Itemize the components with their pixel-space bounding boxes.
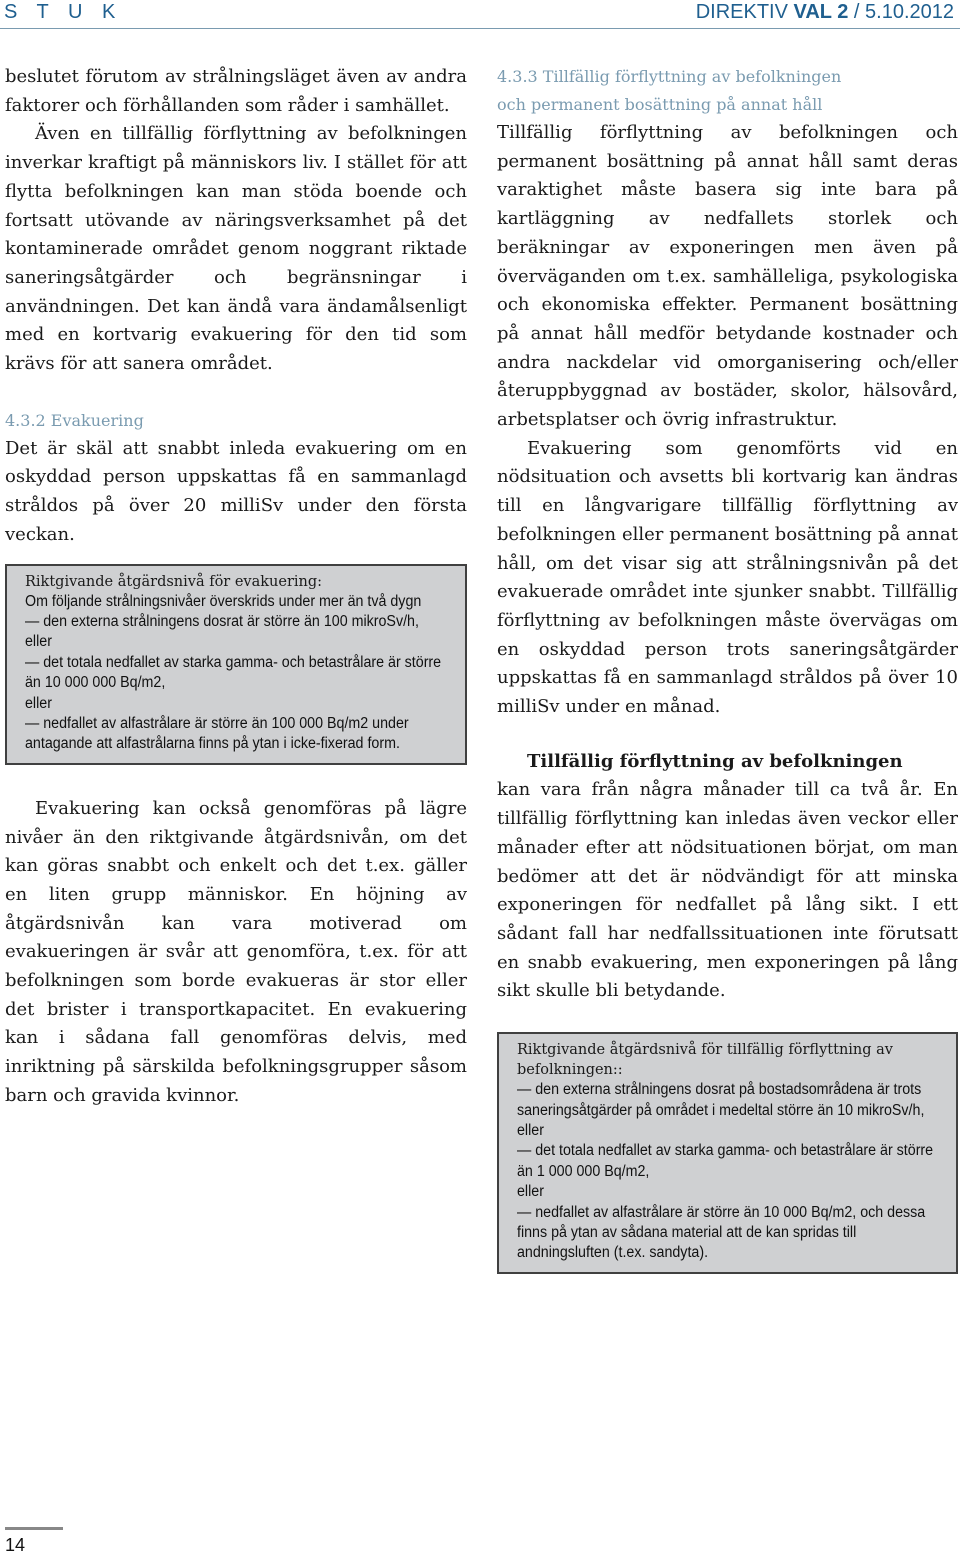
box-line: eller (25, 633, 52, 651)
section-heading: 4.3.3 Tillfällig förflyttning av befolkningen (497, 67, 842, 86)
page-header (0, 0, 960, 29)
box-title: Riktgivande åtgärdsnivå för tillfällig förflyttning av befolkningen:: (517, 1042, 893, 1079)
bold-heading: Tillfällig förflyttning av befolkningen (527, 750, 903, 772)
paragraph: beslutet förutom av strålningsläget även av andra faktorer och förhållanden som råder i samhället. (5, 66, 467, 116)
box-line: eller (517, 1121, 544, 1139)
page-number: 14 (5, 1535, 26, 1555)
paragraph: Även en tillfällig förflyttning av befolkningen inverkar kraftigt på människors liv. I stället för att flytta befolkningen kan man stöda boende och fortsatt utövande av näringsverksamhet på det kontaminerade området genom noggrant riktade saneringsåtgärder och begränsningar i användningen. Det kan ändå vara ändamålsenligt med en kortvarig evakuering för den tid som krävs för att sanera området. (5, 123, 467, 375)
paragraph: Tillfällig förflyttning av befolkningen och permanent bosättning på annat håll samt deras varaktighet måste basera sig inte bara på kartläggning av nedfallets storlek och beräkningar av exponeringen men även på överväganden om t.ex. samhälleliga, psykologiska och ekonomiska effekter. Permanent bosättning på annat håll medför betydande kostnader och andra nackdelar vid omorganisering och/eller återuppbyggnad av bostäder, skolor, hälsovård, arbetsplatser och övrig infrastruktur. (497, 122, 958, 431)
box-line: — det totala nedfallet av starka gamma- och betastrålare är större än 10 000 000 Bq/m2, (25, 653, 442, 692)
document-id: DIREKTIV VAL 2 / 5.10.2012 (695, 1, 954, 23)
box-line: — nedfallet av alfastrålare är större än 100 000 Bq/m2 under antagande att alfastrålarna finns på ytan i icke-fixerad form. (25, 714, 409, 753)
box-line: — det totala nedfallet av starka gamma- och betastrålare är större än 1 000 000 Bq/m2, (517, 1142, 934, 1180)
box-line: eller (25, 694, 52, 712)
box-line: eller (517, 1183, 544, 1201)
section-heading: 4.3.2 Evakuering (5, 410, 144, 430)
action-level-box-relocation (497, 1032, 958, 1274)
left-column (5, 63, 467, 1111)
box-line: — den externa strålningens dosrat på bostadsområdena är trots saneringsåtgärder på området i medeltal större än 10 mikroSv/h, (517, 1081, 925, 1119)
section-heading-cont: och permanent bosättning på annat håll (497, 95, 823, 114)
box-line: — den externa strålningens dosrat är större än 100 mikroSv/h, (25, 612, 419, 630)
paragraph: kan vara från några månader till ca två år. En tillfällig förflyttning kan inledas även veckor eller månader efter att nödsituationen börjat, om man bedömer att det är nödvändigt för att minska exponeringen för nedfallet på lång sikt. I ett sådant fall har nedfallssituationen inte förutsatt en snabb evakuering, men exponeringen på lång sikt skulle bli betydande. (497, 779, 958, 1002)
right-column (497, 63, 958, 1274)
footer-rule (5, 1527, 63, 1530)
action-level-box-evacuation (5, 564, 467, 765)
box-title: Riktgivande åtgärdsnivå för evakuering: (25, 573, 323, 590)
box-line: — nedfallet av alfastrålare är större än 10 000 Bq/m2, och dessa finns på ytan av sådana material att de kan spridas till andningsluften (t.ex. sandyta). (517, 1203, 926, 1262)
box-line: Om följande strålningsnivåer överskrids under mer än två dygn (25, 592, 422, 610)
publisher-name: S T U K (4, 1, 123, 23)
paragraph: Evakuering som genomförts vid en nödsituation och avsetts bli kortvarig kan ändras till en långvarigare tillfällig förflyttning av befolkningen eller permanent bosättning på annat håll, om det visar sig att strålningsnivån på det evakuerade området inte sjunker snabbt. Tillfällig förflyttning av befolkningen måste övervägas om en oskyddad person trots saneringsåtgärder uppskattas få en sammanlagd stråldos på över 10 milliSv under en månad. (497, 437, 958, 718)
paragraph: Evakuering kan också genomföras på lägre nivåer än den riktgivande åtgärdsnivån, om det kan göras snabbt och enkelt och det t.ex. gäller en liten grupp människor. En höjning av åtgärdsnivån kan vara motiverad om evakueringen är svår att genomföra, t.ex. för att befolkningen som borde evakueras är stor eller det brister i transportkapacitet. En evakuering kan i sådana fall genomföras delvis, med inriktning på särskilda befolkningsgrupper såsom barn och gravida kvinnor. (5, 797, 467, 1106)
paragraph: Det är skäl att snabbt inleda evakuering om en oskyddad person uppskattas få en sammanlagd stråldos på över 20 milliSv under den första veckan. (5, 437, 467, 545)
